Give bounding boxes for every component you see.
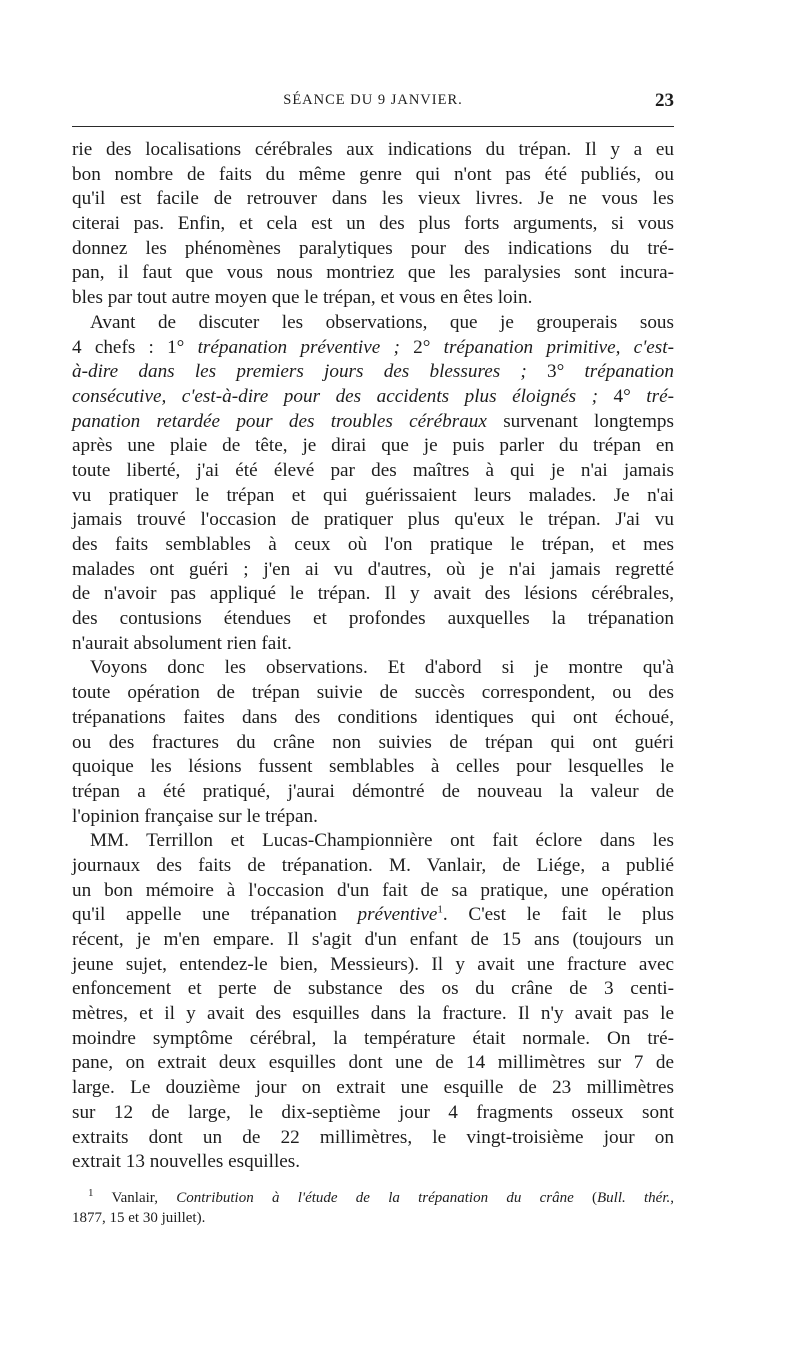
text-line xyxy=(72,903,674,928)
italic-run: Contribution à l'étude de la trépanation du crâne xyxy=(176,1190,574,1206)
italic-run: à-dire dans les premiers jours des blessures ; xyxy=(72,361,547,383)
text-run: survenant longtemps xyxy=(486,410,674,432)
text-line: moindre symptôme cérébral, la température était normale. On tré- xyxy=(72,1027,674,1049)
footnotes xyxy=(72,1188,674,1228)
text-line: jamais trouvé l'occasion de pratiquer plus qu'eux le trépan. J'ai vu xyxy=(72,509,674,531)
text-line: un bon mémoire à l'occasion d'un fait de sa pratique, une opération xyxy=(72,879,674,901)
text-line: pan, il faut que vous nous montriez que les paralysies sont incura- xyxy=(72,262,674,284)
text-line: trépanations faites dans des conditions identiques qui ont échoué, xyxy=(72,706,674,728)
text-line: qu'il est facile de retrouver dans les vieux livres. Je ne vous les xyxy=(72,188,674,210)
text-line: jeune sujet, entendez-le bien, Messieurs). Il y avait une fracture avec xyxy=(72,953,674,975)
text-line: MM. Terrillon et Lucas-Championnière ont fait éclore dans les xyxy=(90,830,674,852)
running-head xyxy=(72,92,674,114)
text-line: ou des fractures du crâne non suivies de trépan qui ont guéri xyxy=(72,731,674,753)
text-line: n'aurait absolument rien fait. xyxy=(72,632,292,654)
text-line: des faits semblables à ceux où l'on pratique le trépan, et mes xyxy=(72,534,674,555)
text-line: citerai pas. Enfin, et cela est un des plus forts arguments, si vous xyxy=(72,213,674,235)
text-line: Avant de discuter les observations, que je grouperais sous xyxy=(90,311,674,333)
text-line: journaux des faits de trépanation. M. Vanlair, de Liége, a publié xyxy=(72,854,674,876)
text-line: sur 12 de large, le dix-septième jour 4 fragments osseux sont xyxy=(72,1101,674,1123)
text-line: après une plaie de tête, je dirai que je puis parler du trépan en xyxy=(72,435,674,457)
text-run: , xyxy=(670,1190,674,1206)
italic-run: tré- xyxy=(646,385,674,407)
text-line: pane, on extrait deux esquilles dont une de 14 millimètres sur 7 de xyxy=(72,1052,674,1074)
text-run: qu'il appelle une trépanation xyxy=(72,904,358,926)
text-line: de n'avoir pas appliqué le trépan. Il y avait des lésions cérébrales, xyxy=(72,583,674,605)
italic-run: panation retardée pour des troubles cérébraux xyxy=(72,410,487,432)
text-line: extrait 13 nouvelles esquilles. xyxy=(72,1151,301,1173)
text-line: large. Le douzième jour on extrait une esquille de 23 millimètres xyxy=(72,1077,674,1099)
text-line: trépan a été pratiqué, j'aurai démontré de nouveau la valeur de xyxy=(72,780,674,802)
text-line: enfoncement et perte de substance des os du crâne de 3 centi- xyxy=(72,978,674,1000)
text-line xyxy=(72,360,674,385)
text-run: . C'est le fait le plus xyxy=(442,904,674,926)
footnote-line xyxy=(72,1188,674,1208)
text-line xyxy=(72,336,674,361)
italic-run: préventive xyxy=(357,904,438,926)
text-line: toute opération de trépan suivie de succès correspondent, ou des xyxy=(72,682,674,704)
header-rule xyxy=(72,126,674,127)
text-run: 3° xyxy=(546,361,585,383)
text-line: mètres, et il y avait des esquilles dans la fracture. Il n'y avait pas le xyxy=(72,1003,674,1025)
italic-run: trépanation préventive ; xyxy=(197,336,414,358)
italic-run: Bull. thér. xyxy=(597,1190,671,1206)
text-line: des contusions étendues et profondes auxquelles la trépanation xyxy=(72,608,674,630)
text-line: bles par tout autre moyen que le trépan, et vous en êtes loin. xyxy=(72,287,533,309)
italic-run: consécutive, c'est-à-dire pour des accidents plus éloignés ; xyxy=(72,385,614,407)
text-line: bon nombre de faits du même genre qui n'ont pas été publiés, ou xyxy=(72,163,674,185)
text-line: extraits dont un de 22 millimètres, le vingt-troisième jour on xyxy=(72,1126,674,1148)
text-line xyxy=(72,385,674,410)
text-line: quoique les lésions fussent semblables à celles pour lesquelles le xyxy=(72,756,674,778)
text-line: Voyons donc les observations. Et d'abord si je montre qu'à xyxy=(90,657,674,679)
italic-run: trépanation primitive, c'est- xyxy=(443,336,674,358)
text-run: ( xyxy=(573,1190,597,1206)
text-line: récent, je m'en empare. Il s'agit d'un enfant de 15 ans (toujours un xyxy=(72,929,674,950)
page-number: 23 xyxy=(655,90,674,111)
italic-run: trépanation xyxy=(584,361,674,383)
footnote-ref[interactable]: 1 xyxy=(437,903,443,916)
text-line: rie des localisations cérébrales aux indications du trépan. Il y a eu xyxy=(72,139,674,160)
text-line xyxy=(72,410,674,435)
text-run: Vanlair, xyxy=(93,1190,177,1206)
text-line: l'opinion française sur le trépan. xyxy=(72,805,318,827)
text-run: 2° xyxy=(413,336,444,358)
text-line: toute liberté, j'ai été élevé par des maîtres à qui je n'ai jamais xyxy=(72,459,674,481)
body-text xyxy=(72,138,674,1175)
footnote-line: 1877, 15 et 30 juillet). xyxy=(72,1210,206,1226)
text-run: 4° xyxy=(613,385,647,407)
text-run: 4 chefs : 1° xyxy=(72,336,198,358)
text-line: vu pratiquer le trépan et qui guérissaient leurs malades. Je n'ai xyxy=(72,484,674,506)
footnote-marker: 1 xyxy=(88,1187,94,1199)
text-line: donnez les phénomènes paralytiques pour des indications du tré- xyxy=(72,237,674,259)
text-line: malades ont guéri ; j'en ai vu d'autres, où je n'ai jamais regretté xyxy=(72,558,674,580)
running-title: SÉANCE DU 9 JANVIER. xyxy=(283,92,463,108)
